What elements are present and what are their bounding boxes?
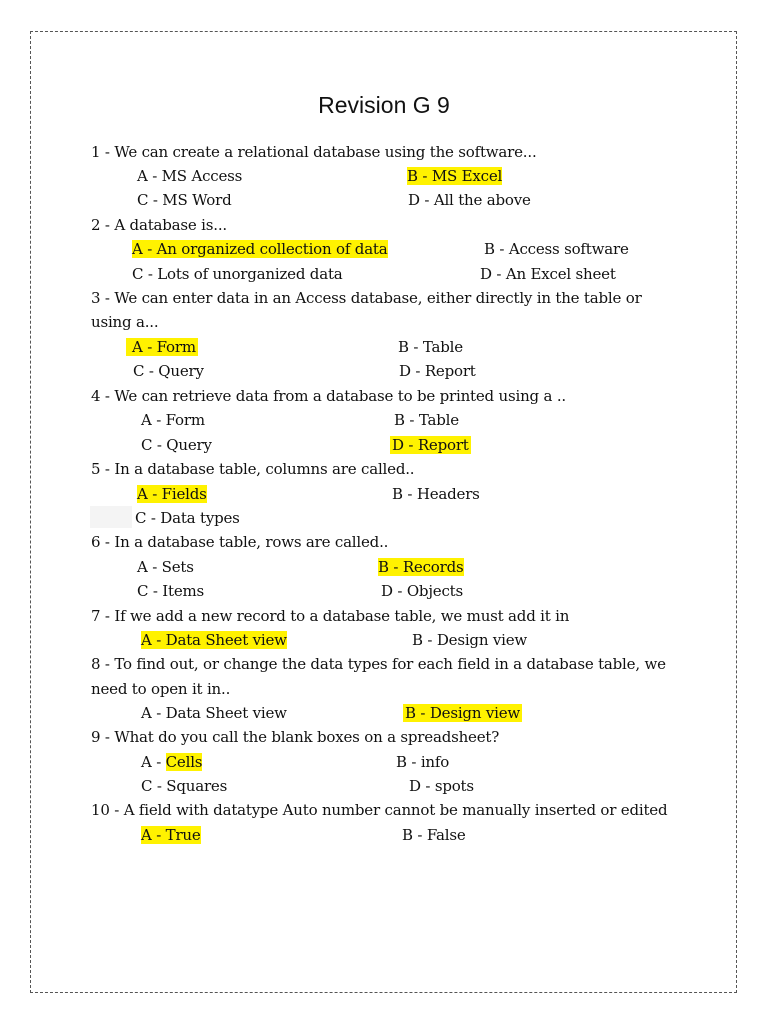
question-5: 5 - In a database table, columns are called.. <box>91 460 415 478</box>
q9-option-a-prefix: A - <box>141 753 166 771</box>
q1-option-b <box>407 166 502 186</box>
q7-option-a-text: A - Data Sheet view <box>141 631 287 649</box>
q7-option-b: B - Design view <box>412 631 528 649</box>
question-9: 9 - What do you call the blank boxes on a spreadsheet? <box>91 728 500 746</box>
q3-option-b: B - Table <box>398 338 463 356</box>
question-4: 4 - We can retrieve data from a database to be printed using a .. <box>91 387 566 405</box>
q1-option-b-text: MS Excel <box>431 167 503 185</box>
q10-option-a-prefix: A - <box>141 826 166 844</box>
question-1: 1 - We can create a relational database using the software... <box>91 143 537 161</box>
q2-option-a <box>132 239 388 259</box>
q4-option-d-text: D - Report <box>392 436 469 454</box>
q8-option-b-text: B - Design view <box>405 704 521 722</box>
q3-option-d: D - Report <box>399 362 476 380</box>
faint-mark <box>90 506 132 528</box>
q1-option-b-prefix: B - <box>407 167 432 185</box>
question-6: 6 - In a database table, rows are called.. <box>91 533 389 551</box>
question-8-line-1: 8 - To find out, or change the data types for each field in a database table, we <box>91 655 666 673</box>
q7-option-a <box>141 630 287 650</box>
question-3-line-2: using a... <box>91 313 159 331</box>
q4-option-b: B - Table <box>394 411 459 429</box>
q3-option-a <box>126 337 198 357</box>
q2-option-d: D - An Excel sheet <box>480 265 616 283</box>
q9-option-d: D - spots <box>409 777 474 795</box>
q5-option-c: C - Data types <box>135 509 240 527</box>
q9-option-a <box>141 752 202 772</box>
q2-option-b: B - Access software <box>484 240 629 258</box>
q2-option-c: C - Lots of unorganized data <box>132 265 343 283</box>
q4-option-d <box>390 435 471 455</box>
q9-option-b: B - info <box>396 753 450 771</box>
q5-option-a <box>137 484 207 504</box>
q9-option-c: C - Squares <box>141 777 228 795</box>
question-2: 2 - A database is... <box>91 216 227 234</box>
q10-option-a <box>141 825 201 845</box>
q6-option-c: C - Items <box>137 582 205 600</box>
q9-option-a-text: Cells <box>165 753 203 771</box>
q4-option-a: A - Form <box>141 411 205 429</box>
q1-option-c: C - MS Word <box>137 191 232 209</box>
q1-option-d: D - All the above <box>408 191 531 209</box>
page-title: Revision G 9 <box>318 92 450 118</box>
q1-option-a: A - MS Access <box>137 167 243 185</box>
q3-option-a-text: A - Form <box>126 338 198 356</box>
q5-option-b: B - Headers <box>392 485 480 503</box>
q8-option-a: A - Data Sheet view <box>141 704 287 722</box>
q4-option-c: C - Query <box>141 436 212 454</box>
question-10: 10 - A field with datatype Auto number cannot be manually inserted or edited <box>91 801 668 819</box>
question-3-line-1: 3 - We can enter data in an Access database, either directly in the table or <box>91 289 642 307</box>
question-8-line-2: need to open it in.. <box>91 680 231 698</box>
q6-option-a: A - Sets <box>137 558 194 576</box>
q6-option-b-text: Records <box>402 558 464 576</box>
q10-option-b: B - False <box>402 826 466 844</box>
q3-option-c: C - Query <box>133 362 204 380</box>
q6-option-b-prefix: B - <box>378 558 403 576</box>
question-7: 7 - If we add a new record to a database table, we must add it in <box>91 607 570 625</box>
q6-option-d: D - Objects <box>381 582 463 600</box>
q8-option-b <box>403 703 522 723</box>
q6-option-b <box>378 557 464 577</box>
q10-option-a-text: True <box>165 826 201 844</box>
q2-option-a-text: A - An organized collection of data <box>132 240 388 258</box>
q5-option-a-text: A - Fields <box>137 485 207 503</box>
